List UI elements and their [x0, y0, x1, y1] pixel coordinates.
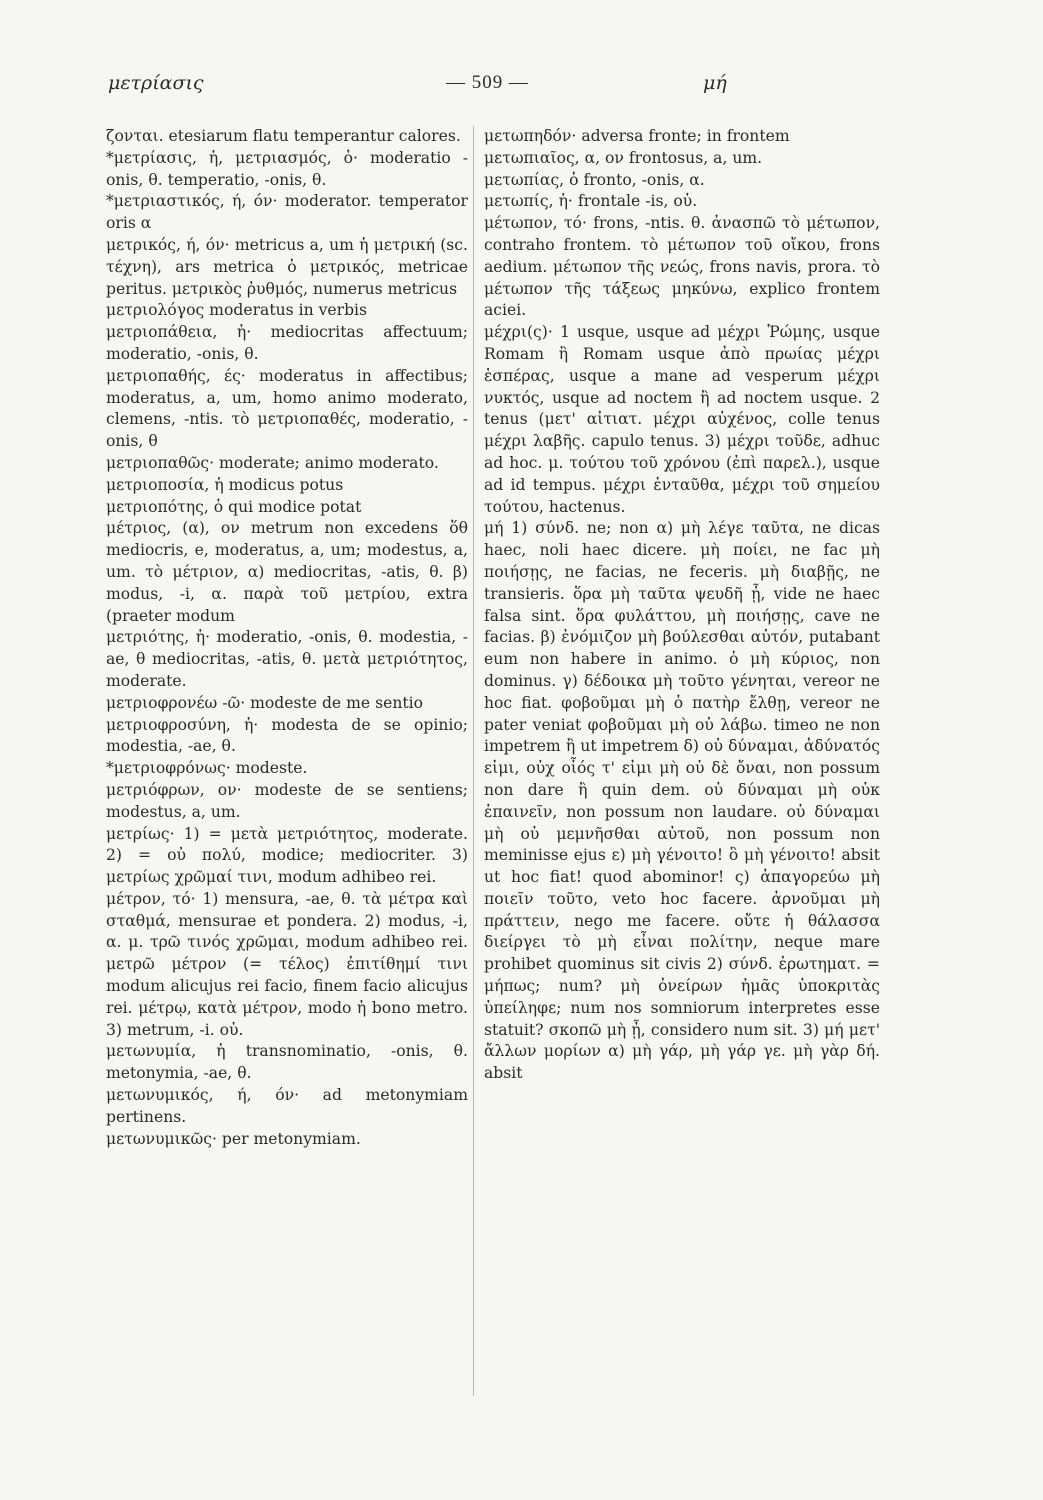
dictionary-entry: μετριοπότης, ὁ qui modice potat [106, 497, 362, 516]
dictionary-entry: μετωνυμικός, ή, όν· ad metonymiam pertinens. [106, 1086, 468, 1126]
dictionary-entry: μετωνυμικῶς· per metonymiam. [106, 1129, 361, 1148]
dictionary-entry: *μετριοφρόνως· modeste. [106, 759, 308, 778]
dictionary-entry: *μετρίασις, ἡ, μετριασμός, ὁ· moderatio -onis, θ. temperatio, -onis, θ. [106, 148, 468, 189]
dictionary-entry: μετριοπάθεια, ἡ· mediocritas affectuum; moderatio, -onis, θ. [106, 323, 468, 363]
dictionary-entry: μετριόφρων, ον· modeste de se sentiens; modestus, a, um. [106, 780, 468, 821]
page-number: — 509 — [446, 72, 529, 93]
dictionary-entry: μετωπιαῖος, α, ον frontosus, a, um. [484, 148, 763, 167]
dictionary-entry: μετριοπαθής, ές· moderatus in affectibus; moderatus, a, um, homo animo moderato, clemens, -ntis. τὸ μετριοπαθές, moderatio, -onis, θ [106, 366, 468, 451]
dictionary-entry: ζονται. etesiarum flatu temperantur calores. [106, 127, 461, 145]
dictionary-entry: μέτριος, (α), ον metrum non excedens ὅθ mediocris, e, moderatus, a, um; modestus, a, um. τὸ μέτριον, α) mediocritas, -atis, θ. β) modus, -i, α. παρὰ τοῦ μετρίου, extra (praeter modum [106, 519, 468, 625]
dictionary-entry: μετριοπαθῶς· moderate; animo moderato. [106, 453, 439, 472]
left-running-headword: μετρίασις [108, 72, 204, 94]
dictionary-entry: μέχρι(ς)· 1 usque, usque ad μέχρι Ῥώμης, usque Romam ἢ Romam usque ἀπὸ πρωίας μέχρι ἑσπέρας, usque a mane ad vesperum μέχρι νυκτός, usque ad noctem ἢ ad noctem usque. 2 tenus (μετ' αἰτιατ. μέχρι αὐχένος, colle tenus μέχρι λαβῆς. capulo tenus. 3) μέχρι τοῦδε, adhuc ad hoc. μ. τούτου τοῦ χρόνου (ἐπὶ παρελ.), usque ad id tempus. μέχρι ἐνταῦθα, μέχρι τοῦ σημείου τούτου, hactenus. [484, 323, 880, 516]
dictionary-entry: μετριοφρονέω -ῶ· modeste de me sentio [106, 693, 424, 712]
dictionary-entry: μή 1) σύνδ. ne; non α) μὴ λέγε ταῦτα, ne dicas haec, noli haec dicere. μὴ ποίει, ne fac μὴ ποιήσῃς, ne facias, ne feceris. μὴ διαβῇς, ne transieris. ὅρα μὴ ταῦτα ψευδῆ ᾖ, vide ne haec falsa sint. ὅρα φυλάττου, μὴ ποιήσῃς, cave ne facias. β) ἐνόμιζον μὴ βούλεσθαι αὐτόν, putabant eum non habere in animo. ὁ μὴ κύριος, non dominus. γ) δέδοικα μὴ τοῦτο γένηται, vereor ne hoc fiat. φοβοῦμαι μὴ ὁ πατὴρ ἔλθῃ, vereor ne pater veniat φοβοῦμαι μὴ οὐ λάβω. timeo ne non impetrem ἢ ut impetrem δ) οὐ δύναμαι, ἀδύνατός εἰμι, οὐχ οἷός τ' εἰμι μὴ οὐ δὲ ὄναι, non possum non dare ἢ quin dem. οὐ δύναμαι μὴ οὐκ ἐπαινεῖν, non possum non laudare. οὐ δύναμαι μὴ οὐ μεμνῆσθαι αὐτοῦ, non possum non meminisse ejus ε) μὴ γένοιτο! ὃ μὴ γένοιτο! absit ut hoc fiat! quod abominor! ς) ἀπαγορεύω μὴ ποιεῖν τοῦτο, veto hoc facere. ἀρνοῦμαι μὴ πράττειν, nego me facere. οὔτε ἡ θάλασσα διείργει τὸ μὴ εἶναι πολίτην, neque mare prohibet quominus sit civis 2) σύνδ. ἐρωτηματ. = μήπως; num? μὴ ὀνείρων ἡμᾶς ὑποκριτὰς ὑπείληφε; num nos somniorum interpretes esse statuit? σκοπῶ μὴ ᾖ, considero num sit. 3) μή μετ' ἄλλων μορίων α) μὴ γάρ, μὴ γάρ γε. μὴ γὰρ δή. absit [484, 519, 880, 1083]
page-header [108, 72, 748, 102]
dictionary-entry: μετριοφροσύνη, ἡ· modesta de se opinio; modestia, -ae, θ. [106, 715, 468, 756]
dictionary-entry: μετριότης, ἡ· moderatio, -onis, θ. modestia, -ae, θ mediocritas, -atis, θ. μετὰ μετριότητος, moderate. [106, 628, 468, 690]
dictionary-entry: μετριοποσία, ἡ modicus potus [106, 475, 344, 494]
dictionary-entry: μετρίως· 1) = μετὰ μετριότητος, moderate. 2) = οὐ πολύ, modice; mediocriter. 3) μετρίως χρῶμαί τινι, modum adhibeo rei. [106, 824, 468, 887]
column-divider [473, 126, 474, 1396]
dictionary-entry: μετριολόγος moderatus in verbis [106, 301, 368, 320]
dictionary-entry: μετωπίας, ὁ fronto, -onis, α. [484, 170, 705, 189]
dictionary-entry: μέτωπον, τό· frons, -ntis. θ. ἀνασπῶ τὸ μέτωπον, contraho frontem. τὸ μέτωπον τοῦ οἴκου, frons aedium. μέτωπον τῆς νεώς, frons navis, prora. τὸ μέτωπον τῆς τάξεως μηκύνω, explico frontem aciei. [484, 214, 880, 320]
right-column [484, 126, 880, 1085]
left-column [106, 126, 468, 1150]
dictionary-entry: μετωνυμία, ἡ transnominatio, -onis, θ. metonymia, -ae, θ. [106, 1042, 468, 1083]
dictionary-entry: μετωπηδόν· adversa fronte; in frontem [484, 127, 790, 145]
right-running-headword: μή [703, 72, 727, 94]
dictionary-entry: μετρικός, ή, όν· metricus a, um ἡ μετρική (sc. τέχνη), ars metrica ὁ μετρικός, metricae peritus. μετρικὸς ῥυθμός, numerus metricus [106, 235, 468, 298]
dictionary-entry: μέτρον, τό· 1) mensura, -ae, θ. τὰ μέτρα καὶ σταθμά, mensurae et pondera. 2) modus, -i, α. μ. τρῶ τινός χρῶμαι, modum adhibeo rei. μετρῶ μέτρον (= τέλος) ἐπιτίθημί τινι modum alicujus rei facio, finem facio alicujus rei. μέτρῳ, κατὰ μέτρον, modo ἡ bono metro. 3) metrum, -i. οὐ. [106, 889, 468, 1039]
dictionary-entry: μετωπίς, ἡ· frontale -is, οὐ. [484, 192, 698, 211]
dictionary-entry: *μετριαστικός, ή, όν· moderator. temperator oris α [106, 192, 468, 233]
